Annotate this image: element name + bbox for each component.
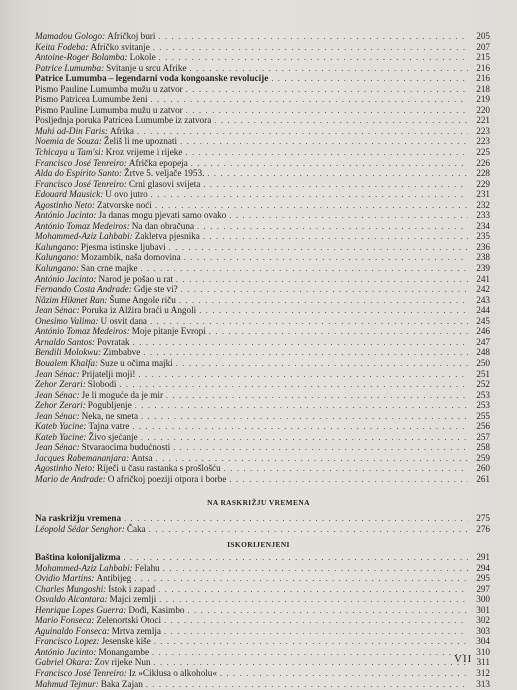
toc-entry-page-number: 223 — [476, 136, 490, 147]
toc-entry-author: Mahmud Tejmur: — [35, 678, 99, 689]
toc-entry-page-number: 310 — [476, 646, 490, 657]
toc-entry — [35, 189, 490, 200]
toc-entry-title: Pjesma istinske ljubavi — [80, 241, 166, 252]
toc-entry-page-number: 226 — [476, 157, 490, 168]
toc-entry — [35, 274, 490, 285]
toc-entry-title: U ovo jutro — [105, 189, 148, 200]
toc-entry-author: António Jacinto: — [35, 210, 97, 221]
toc-entry-page-number: 303 — [476, 625, 490, 636]
toc-section-iskorijenjeni — [35, 552, 490, 689]
toc-entry — [35, 126, 490, 137]
dot-leader — [185, 148, 468, 159]
toc-entry — [35, 115, 490, 126]
toc-entry-title: Prijatelji moji! — [81, 368, 136, 379]
toc-entry-title: Tajna vatre — [88, 421, 130, 432]
toc-entry-title: Afrička epopeja — [128, 157, 188, 168]
toc-entry — [35, 42, 490, 53]
toc-entry — [35, 210, 490, 221]
toc-entry-author: Osvaldo Alcantara: — [35, 594, 108, 605]
toc-entry-author: Agostinho Neto: — [35, 199, 95, 210]
dot-leader — [169, 243, 468, 254]
toc-entry-author: Francisco Lopez: — [35, 636, 100, 647]
toc-entry-author: Alda do Espírito Santo: — [35, 168, 123, 179]
toc-entry-author: António Jacinto: — [35, 273, 97, 284]
toc-entry-title: Zatvorske noći — [96, 199, 152, 210]
toc-entry-title: Istok i zapad — [108, 583, 156, 594]
toc-entry-title: Baka Zajan — [100, 678, 143, 689]
toc-entry-title: Na dan obračuna — [131, 220, 195, 231]
toc-entry-title: Posljednja poruka Patricea Lumumbe iz zatvora — [35, 115, 212, 126]
toc-entry-page-number: 313 — [476, 678, 490, 689]
toc-entry-title: Monangambe — [98, 646, 150, 657]
dot-leader — [134, 574, 468, 585]
toc-entry-author: Mario de Andrade: — [35, 473, 106, 484]
toc-entry — [35, 200, 490, 211]
toc-entry-page-number: 294 — [476, 562, 490, 573]
toc-entry — [35, 463, 490, 474]
toc-entry-author: Agostinho Neto: — [35, 463, 95, 474]
toc-entry-page-number: 244 — [476, 305, 490, 316]
toc-entry-page-number: 291 — [476, 552, 490, 562]
toc-entry-author: Onesimo Valima: — [35, 315, 99, 326]
toc-entry-title: Ja danas mogu pjevati samo ovako — [98, 210, 227, 221]
toc-entry-title: Žrtve 5. veljače 1953. — [124, 168, 205, 179]
toc-entry-page-number: 247 — [476, 336, 490, 347]
toc-entry-page-number: 256 — [476, 421, 490, 432]
toc-entry-author: Henrique Lopes Guerra: — [35, 604, 127, 615]
toc-entry-page-number: 304 — [476, 636, 490, 647]
dot-leader — [214, 116, 468, 127]
dot-leader — [124, 514, 468, 525]
toc-entry-page-number: 253 — [476, 400, 490, 411]
dot-leader — [179, 296, 468, 307]
toc-entry-page-number: 258 — [476, 442, 490, 453]
toc-entry-author: Kalungano: — [35, 241, 79, 252]
dot-leader — [135, 401, 468, 412]
toc-entry — [35, 563, 490, 574]
toc-entry — [35, 552, 490, 563]
toc-entry-page-number: 216 — [476, 73, 490, 84]
toc-entry — [35, 584, 490, 595]
toc-entry-page-number: 251 — [476, 368, 490, 379]
toc-entry — [35, 573, 490, 584]
toc-entry-title: – legendarni voda kongoanske revolucije — [108, 73, 269, 84]
toc-entry-page-number: 205 — [476, 31, 490, 41]
dot-leader — [154, 637, 468, 648]
toc-entry — [35, 326, 490, 337]
toc-entry-page-number: 225 — [476, 147, 490, 158]
toc-entry-page-number: 252 — [476, 379, 490, 390]
dot-leader — [137, 127, 468, 138]
toc-entry-title: Riječi u času rastanka s prošlošću — [96, 463, 221, 474]
toc-entry-page-number: 229 — [476, 178, 490, 189]
section-heading-iskorijenjeni: ISKORIJENJENI — [227, 540, 290, 549]
toc-entry — [35, 337, 490, 348]
dot-leader — [209, 327, 468, 338]
dot-leader — [151, 95, 468, 106]
toc-entry-author: António Tomaz Medeiros: — [35, 326, 130, 337]
toc-entry — [35, 411, 490, 422]
toc-entry — [35, 252, 490, 263]
toc-entry-author: Keita Fodeba: — [35, 41, 89, 52]
toc-section-na-raskrizju — [35, 513, 490, 534]
toc-entry-author: Mario Fonseca: — [35, 615, 95, 626]
toc-entry — [35, 136, 490, 147]
toc-entry — [35, 105, 490, 116]
toc-entry — [35, 358, 490, 369]
toc-entry-page-number: 261 — [476, 473, 490, 484]
toc-entry-page-number: 275 — [476, 513, 490, 523]
toc-entry-author: Bendili Molokwu: — [35, 347, 102, 358]
dot-leader — [199, 306, 468, 317]
toc-entry-title: Mrtva zemlja — [111, 625, 162, 636]
page-folio: VII — [454, 653, 473, 665]
dot-leader — [146, 680, 468, 690]
toc-entry — [35, 63, 490, 74]
toc-entry-title: Mozambik, naša domovina — [80, 252, 181, 263]
toc-entry-author: Jean Sénac: — [35, 389, 80, 400]
toc-entry — [35, 421, 490, 432]
toc-entry-title: Povratak — [96, 336, 130, 347]
toc-entry-author: Arnaldo Santos: — [35, 336, 95, 347]
toc-entry-title: Moje pitanje Evropi — [131, 326, 206, 337]
toc-entry — [35, 158, 490, 169]
toc-entry — [35, 305, 490, 316]
toc-entry-page-number: 231 — [476, 189, 490, 200]
toc-entry-page-number: 253 — [476, 389, 490, 400]
toc-entry — [35, 347, 490, 358]
toc-entry-page-number: 239 — [476, 263, 490, 274]
toc-entry — [35, 453, 490, 464]
dot-leader — [159, 595, 468, 606]
toc-entry-title: Slobodi — [87, 379, 117, 390]
dot-leader — [151, 190, 468, 201]
toc-entry-title: Zov rijeke Nun — [94, 657, 151, 668]
toc-entry — [35, 657, 490, 668]
toc-entry-page-number: 297 — [476, 583, 490, 594]
toc-entry-page-number: 300 — [476, 594, 490, 605]
toc-entry-title: Majci zemlji — [109, 594, 157, 605]
toc-entry-title: Šume Angole riču — [109, 294, 176, 305]
toc-entry-author: Na raskrižju vremena — [35, 513, 122, 523]
dot-leader — [184, 253, 468, 264]
toc-entry-author: Noemia de Souza: — [35, 136, 102, 147]
toc-entry-page-number: 242 — [476, 284, 490, 295]
dot-leader — [180, 137, 468, 148]
toc-entry-page-number: 311 — [476, 657, 490, 668]
toc-entry — [35, 231, 490, 242]
toc-entry — [35, 369, 490, 380]
toc-entry — [35, 679, 490, 690]
dot-leader — [203, 180, 468, 191]
toc-entry — [35, 84, 490, 95]
dot-leader — [224, 464, 468, 475]
toc-entry-page-number: 223 — [476, 125, 490, 136]
toc-entry — [35, 636, 490, 647]
dot-leader — [197, 222, 468, 233]
toc-entry-title: Pismo Patricea Lumumbe ženi — [35, 94, 148, 105]
toc-entry-title: Živo sjećanje — [88, 431, 138, 442]
toc-entry-author: Jean Sénac: — [35, 442, 80, 453]
toc-entry-page-number: 295 — [476, 573, 490, 584]
toc-entry-title: Čaka — [126, 523, 146, 534]
toc-entry-title: U osvit dana — [100, 315, 147, 326]
dot-leader — [188, 606, 468, 617]
toc-entry-page-number: 255 — [476, 410, 490, 421]
toc-entry-title: San crne majke — [80, 263, 138, 274]
toc-entry-author: Patrice Lumumba: — [35, 62, 105, 73]
toc-entry-page-number: 221 — [476, 115, 490, 126]
toc-entry-author: Jacques Rabemananjara: — [35, 452, 130, 463]
toc-entry — [35, 295, 490, 306]
dot-leader — [176, 275, 468, 286]
toc-entry — [35, 432, 490, 443]
toc-entry-title: Antibijeg — [96, 573, 132, 584]
toc-entry — [35, 626, 490, 637]
toc-entry-author: Francisco José Tenreiro: — [35, 178, 127, 189]
toc-entry-page-number: 218 — [476, 83, 490, 94]
toc-entry-title: Pismo Pauline Lumumba mužu u zatvor — [35, 83, 183, 94]
toc-entry-page-number: 301 — [476, 604, 490, 615]
toc-entry — [35, 52, 490, 63]
toc-entry-author: Jean Sénac: — [35, 410, 80, 421]
toc-entry — [35, 513, 490, 524]
toc-entry — [35, 168, 490, 179]
toc-entry — [35, 647, 490, 658]
toc-entry-title: Crni glasovi svijeta — [128, 178, 201, 189]
toc-entry-author: Mohammed-Aziz Lahbabi: — [35, 231, 133, 242]
dot-leader — [141, 412, 468, 423]
toc-entry-author: Francisco José Tenreiro: — [35, 668, 127, 679]
dot-leader — [164, 627, 468, 638]
dot-leader — [164, 616, 468, 627]
toc-entry-title: Je li moguće da je mir — [81, 389, 164, 400]
toc-entry-title: Neka, ne smeta — [81, 410, 139, 421]
dot-leader — [138, 370, 468, 381]
toc-entry-title: Jesenske kiše — [101, 636, 151, 647]
dot-leader — [163, 564, 468, 575]
dot-leader — [203, 232, 468, 243]
toc-entry-title: Zimbabve — [103, 347, 141, 358]
toc-entry — [35, 605, 490, 616]
toc-entry-author: António Jacinto: — [35, 646, 97, 657]
toc-entry-page-number: 235 — [476, 231, 490, 242]
toc-entry — [35, 94, 490, 105]
toc-entry-title: Afričkoj buri — [107, 31, 156, 41]
toc-entry-title: Pismo Pauline Lumumba mužu u zatvor — [35, 104, 183, 115]
toc-entry-title: Afrika — [109, 125, 134, 136]
toc-entry-page-number: 215 — [476, 52, 490, 63]
dot-leader — [176, 359, 468, 370]
dot-leader — [166, 391, 468, 402]
toc-entry-author: Fernando Costa Andrade: — [35, 284, 132, 295]
toc-entry-author: Nâzim Hikmet Ran: — [35, 294, 108, 305]
dot-leader — [271, 74, 468, 85]
toc-entry-page-number: 276 — [476, 523, 490, 534]
toc-entry-title: Želiš li me upoznati — [103, 136, 178, 147]
toc-entry-page-number: 260 — [476, 463, 490, 474]
toc-entry-title: Svitanje u srcu Afrike — [106, 62, 187, 73]
toc-entry-title: O afričkoj poeziji otpora i borbe — [107, 473, 227, 484]
toc-entry-author: Boualem Khalfa: — [35, 357, 99, 368]
dot-leader — [181, 285, 468, 296]
dot-leader — [229, 475, 468, 486]
dot-leader — [149, 525, 468, 536]
toc-entry-title: Afričko svitanje — [90, 41, 150, 52]
toc-entry — [35, 316, 490, 327]
toc-entry-page-number: 232 — [476, 199, 490, 210]
toc-entry-title: Pogubljenje — [87, 400, 132, 411]
toc-entry-page-number: 236 — [476, 241, 490, 252]
toc-entry-page-number: 243 — [476, 294, 490, 305]
toc-entry-author: Francisco José Tenreiro: — [35, 157, 127, 168]
dot-leader — [207, 169, 468, 180]
toc-entry-page-number: 248 — [476, 347, 490, 358]
dot-leader — [220, 669, 468, 680]
toc-entry-page-number: 234 — [476, 220, 490, 231]
toc-entry-author: Mamadou Gologo: — [35, 31, 106, 41]
toc-entry-title: Zakletva pjesnika — [134, 231, 200, 242]
toc-entry — [35, 379, 490, 390]
toc-entry-page-number: 233 — [476, 210, 490, 221]
toc-entry-author: Kateb Yacine: — [35, 421, 87, 432]
dot-leader — [143, 348, 468, 359]
toc-entry — [35, 31, 490, 42]
toc-entry-author: Edouard Mausick: — [35, 189, 104, 200]
toc-entry-title: Felahu — [134, 562, 160, 573]
toc-entry-page-number: 246 — [476, 326, 490, 337]
section-heading-na-raskrizju: NA RASKRIŽJU VREMENA — [207, 498, 310, 507]
toc-entry-title: Gdje ste vi? — [133, 284, 178, 295]
dot-leader — [132, 422, 468, 433]
toc-entry — [35, 594, 490, 605]
toc-entry — [35, 524, 490, 535]
toc-entry-page-number: 257 — [476, 431, 490, 442]
toc-entry-author: Antoine-Roger Bolamba: — [35, 52, 128, 63]
toc-entry-author: Charles Mungoshi: — [35, 583, 107, 594]
dot-leader — [141, 264, 468, 275]
toc-entry-page-number: 238 — [476, 252, 490, 263]
toc-entry — [35, 668, 490, 679]
toc-entry-author: Kalungano: — [35, 252, 79, 263]
dot-leader — [152, 648, 468, 659]
toc-entry-author: Ovidio Martins: — [35, 573, 95, 584]
toc-entry-author: Mohammed-Aziz Lahbabi: — [35, 562, 133, 573]
toc-entry-title: Stvaraocima budućnosti — [81, 442, 171, 453]
toc-entry-author: António Tomaz Medeiros: — [35, 220, 130, 231]
toc-entry-page-number: 219 — [476, 94, 490, 105]
toc-entry — [35, 242, 490, 253]
toc-entry-author: Zehor Zerari: — [35, 379, 86, 390]
toc-entry-author: Jean Sénac: — [35, 368, 80, 379]
toc-entry — [35, 474, 490, 485]
toc-entry-title: Kroz vrijeme i rijeke — [105, 147, 183, 158]
dot-leader — [124, 553, 468, 564]
toc-entry-title: Dođi, Kasimbo — [128, 604, 185, 615]
toc-entry — [35, 73, 490, 84]
dot-leader — [119, 380, 468, 391]
dot-leader — [186, 106, 468, 117]
dot-leader — [153, 43, 468, 54]
toc-entry-title: Antsa — [131, 452, 153, 463]
dot-leader — [191, 159, 468, 170]
toc-entry-page-number: 241 — [476, 273, 490, 284]
toc-entry — [35, 263, 490, 274]
toc-entry-author: Tchicaya u Tam'si: — [35, 147, 104, 158]
toc-section-main — [35, 31, 490, 485]
toc-entry — [35, 442, 490, 453]
toc-entry-page-number: 207 — [476, 41, 490, 52]
dot-leader — [141, 433, 468, 444]
toc-entry — [35, 179, 490, 190]
toc-entry-author: Gabriel Okara: — [35, 657, 93, 668]
toc-entry-title: Suze u očima majki — [100, 357, 173, 368]
toc-entry-author: Muhi ad-Din Faris: — [35, 125, 108, 136]
toc-entry-page-number: 259 — [476, 452, 490, 463]
toc-entry-author: Kateb Yacine: — [35, 431, 87, 442]
toc-entry-author: Zehor Zerari: — [35, 400, 86, 411]
toc-entry-title: Iz »Ciklusa o alkoholu« — [128, 668, 217, 679]
toc-entry — [35, 390, 490, 401]
toc-entry-page-number: 302 — [476, 615, 490, 626]
toc-entry-page-number: 216 — [476, 62, 490, 73]
dot-leader — [133, 338, 468, 349]
dot-leader — [229, 211, 468, 222]
toc-entry-title: Narod je pošao u rat — [98, 273, 173, 284]
toc-entry-author: Aguinaldo Fonseca: — [35, 625, 110, 636]
dot-leader — [158, 32, 468, 43]
toc-entry-page-number: 245 — [476, 315, 490, 326]
dot-leader — [158, 585, 468, 596]
toc-entry-author: Léopold Sédar Senghor: — [35, 523, 125, 534]
dot-leader — [186, 85, 468, 96]
dot-leader — [159, 53, 468, 64]
toc-entry — [35, 147, 490, 158]
toc-entry-title: Lokole — [129, 52, 156, 63]
dot-leader — [173, 443, 468, 454]
toc-entry — [35, 400, 490, 411]
toc-entry — [35, 284, 490, 295]
toc-entry-page-number: 250 — [476, 357, 490, 368]
toc-entry-page-number: 228 — [476, 168, 490, 179]
toc-entry-title: Zelenortski Otoci — [96, 615, 162, 626]
toc-entry-page-number: 220 — [476, 104, 490, 115]
toc-entry-title: Poruka iz Alžira braći u Angoli — [81, 305, 197, 316]
toc-entry-author: Jean Sénac: — [35, 305, 80, 316]
toc-entry — [35, 615, 490, 626]
toc-entry-page-number: 312 — [476, 668, 490, 679]
toc-entry-author: Patrice Lumumba — [35, 73, 107, 84]
toc-entry — [35, 221, 490, 232]
toc-entry-author: Kalungano: — [35, 263, 79, 274]
toc-entry-author: Baština kolonijalizma — [35, 552, 121, 562]
